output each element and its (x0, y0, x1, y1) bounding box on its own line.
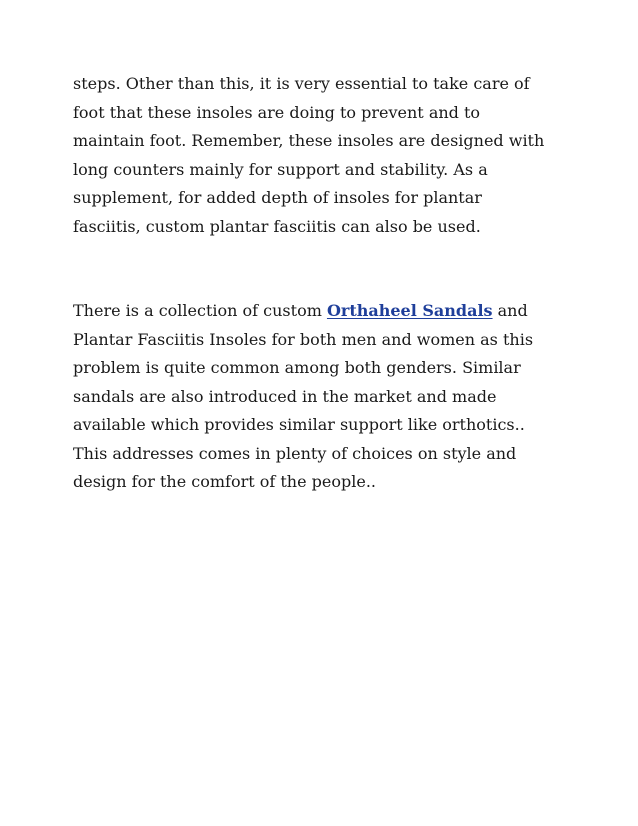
paragraph-line: Plantar Fasciitis Insoles for both men and women as this (73, 329, 534, 349)
paragraph-line: long counters mainly for support and stability. As a (73, 159, 488, 179)
paragraph-line: steps. Other than this, it is very essential to take care of (73, 74, 530, 93)
paragraph-line: maintain foot. Remember, these insoles are designed with (73, 131, 545, 150)
paragraph-1 (73, 70, 573, 241)
paragraph-2 (73, 297, 573, 497)
paragraph-line-with-link (73, 297, 573, 326)
paragraph-line: This addresses comes in plenty of choices on style and (73, 443, 517, 463)
paragraph-line: problem is quite common among both genders. Similar (73, 358, 521, 377)
paragraph-line: fasciitis, custom plantar fasciitis can also be used. (73, 216, 481, 236)
text-after-link: and (492, 301, 528, 320)
document-body (73, 70, 573, 497)
paragraph-line: supplement, for added depth of insoles for plantar (73, 188, 482, 207)
text-before-link: There is a collection of custom (73, 301, 327, 320)
paragraph-line: foot that these insoles are doing to prevent and to (73, 102, 481, 122)
paragraph-line: sandals are also introduced in the market and made (73, 386, 497, 406)
orthaheel-sandals-link[interactable]: Orthaheel Sandals (326, 301, 493, 320)
paragraph-line: available which provides similar support like orthotics.. (73, 415, 525, 434)
paragraph-line: design for the comfort of the people.. (73, 472, 377, 491)
